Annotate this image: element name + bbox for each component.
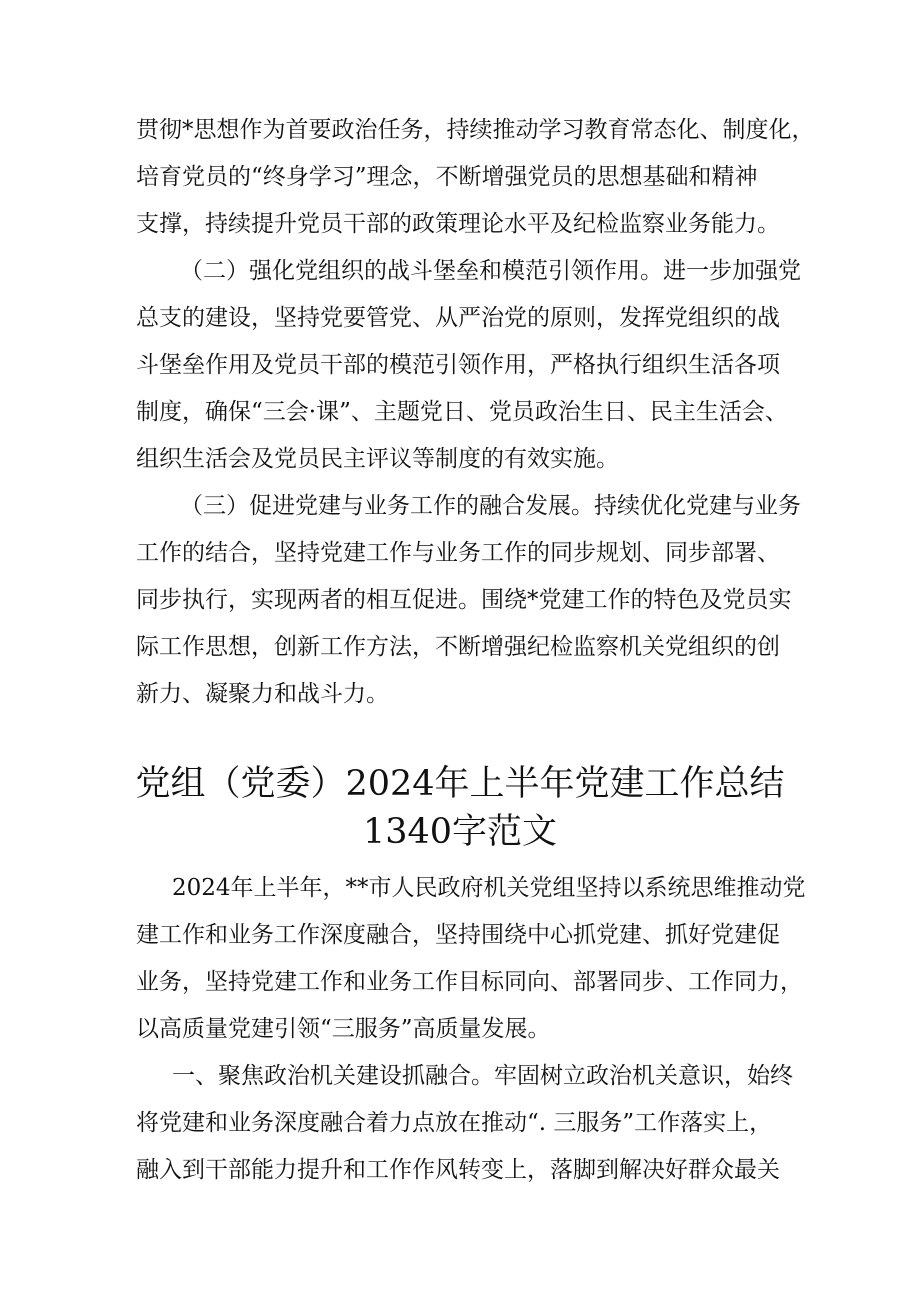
body-text-line: 斗堡垒作用及党员干部的模范引领作用，严格执行组织生活各项 [136, 352, 780, 378]
body-text-line: 总支的建设，坚持党要管党、从严治党的原则，发挥党组织的战 [136, 305, 780, 331]
body-text-line: 以高质量党建引领“三服务”高质量发展。 [136, 1016, 551, 1042]
body-text-line: 培育党员的“终身学习”理念，不断增强党员的思想基础和精神 [136, 164, 758, 190]
body-text-line: 际工作思想，创新工作方法，不断增强纪检监察机关党组织的创 [136, 634, 780, 660]
body-text-line: 新力、凝聚力和战斗力。 [136, 681, 389, 707]
body-text-line: 贯彻*思想作为首要政治任务，持续推动学习教育常态化、制度化， [136, 117, 815, 143]
intro-paragraph-line: 2024年上半年，**市人民政府机关党组坚持以系统思维推动党 [172, 875, 806, 901]
body-text-line: 将党建和业务深度融合着力点放在推动“. 三服务”工作落实上， [136, 1110, 773, 1136]
body-text-line: 融入到干部能力提升和工作作风转变上，落脚到解决好群众最关 [136, 1157, 780, 1183]
body-text-line: 支撑，持续提升党员干部的政策理论水平及纪检监察业务能力。 [136, 211, 780, 237]
document-title-line2: 1340字范文 [362, 812, 558, 852]
body-text-line: 工作的结合，坚持党建工作与业务工作的同步规划、同步部署、 [136, 540, 780, 566]
document-title-line1: 党组（党委）2024年上半年党建工作总结 [135, 764, 785, 804]
section-heading-2: （二）强化党组织的战斗堡垒和模范引领作用。进一步加强党 [180, 258, 801, 284]
body-text-line: 建工作和业务工作深度融合，坚持围绕中心抓党建、抓好党建促 [136, 922, 780, 948]
body-text-line: 业务，坚持党建工作和业务工作目标同向、部署同步、工作同力， [136, 969, 803, 995]
body-text-line: 组织生活会及党员民主评议等制度的有效实施。 [136, 446, 619, 472]
body-text-line: 制度，确保“三会·课”、主题党日、党员政治生日、民主生活会、 [136, 399, 788, 425]
section-heading-3: （三）促进党建与业务工作的融合发展。持续优化党建与业务 [180, 493, 801, 519]
body-text-line: 同步执行，实现两者的相互促进。围绕*党建工作的特色及党员实 [136, 587, 792, 613]
section-heading-1: 一、聚焦政治机关建设抓融合。牢固树立政治机关意识，始终 [172, 1063, 793, 1089]
